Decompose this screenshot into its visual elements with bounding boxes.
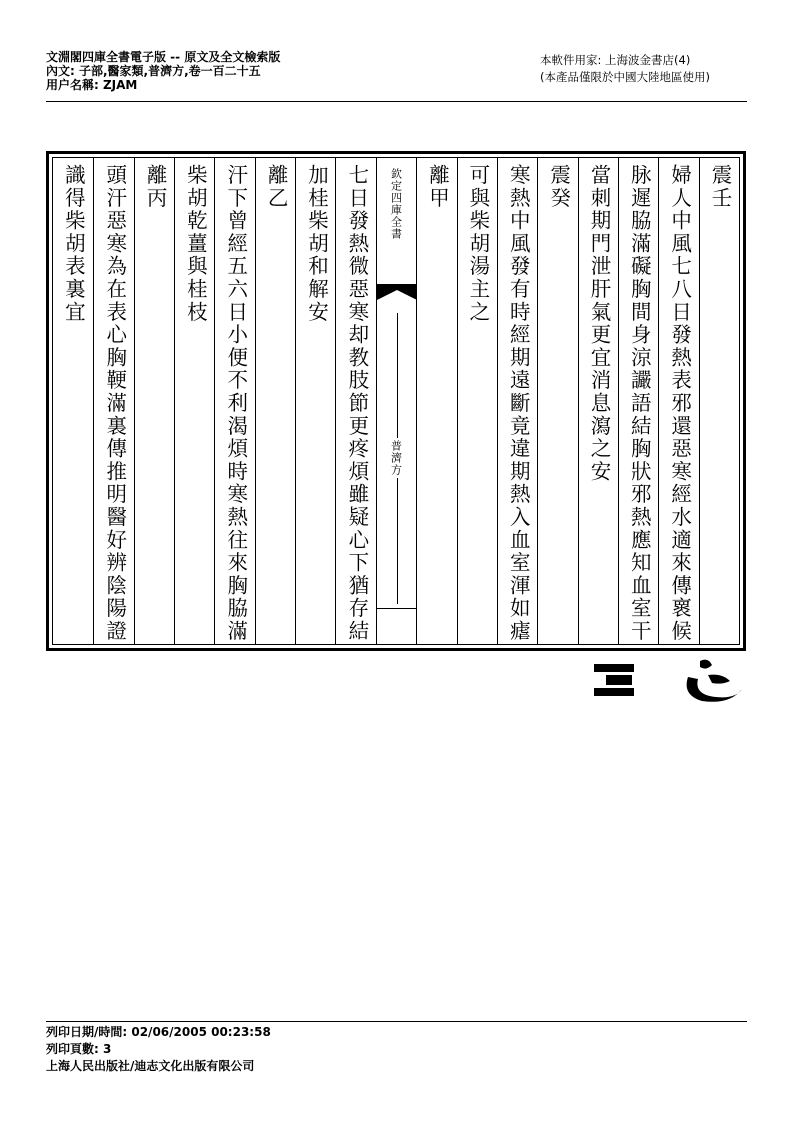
column-text: 婦人中風七八日發熱表邪還惡寒經水適來傳褱候 (667, 164, 692, 643)
book-title-label: 欽定四庫全書 (389, 168, 403, 240)
header-licensee: 本軟件用家: 上海波金書店(4) (540, 53, 691, 67)
header-title: 文淵閣四庫全書電子版 -- 原文及全文檢索版 (46, 50, 281, 64)
header-user: 用户名稱: ZJAM (46, 78, 138, 92)
text-column (335, 158, 375, 644)
fish-tail-mark-icon (377, 284, 417, 300)
publisher-emblem-icon (590, 655, 750, 710)
print-page-count: 列印頁數: 3 (46, 1042, 112, 1056)
column-text: 頭汗惡寒為在表心胸鞕滿裏傳推明醫好辨陰陽證 (102, 164, 127, 643)
text-column (457, 158, 497, 644)
header-rule (46, 101, 747, 102)
column-text: 脉遲脇滿礙胸間身涼讝語結胸狀邪熱應知血室干 (627, 164, 652, 643)
column-text: 離乙 (264, 164, 289, 210)
page-columns (52, 157, 740, 645)
print-datetime: 列印日期/時間: 02/06/2005 00:23:58 (46, 1025, 271, 1039)
center-rule (377, 608, 416, 609)
publisher-line: 上海人民出版社/迪志文化出版有限公司 (46, 1059, 255, 1073)
column-text: 震壬 (708, 164, 732, 210)
column-text: 汗下曾經五六日小便不利渴煩時寒熱往來胸脇滿 (223, 164, 248, 643)
header-left (46, 50, 280, 92)
text-column (134, 158, 174, 644)
column-text: 離甲 (425, 164, 450, 210)
text-column (53, 158, 93, 644)
text-column (497, 158, 537, 644)
page-frame (46, 151, 746, 651)
column-text: 可與柴胡湯主之 (465, 164, 490, 324)
text-column (255, 158, 295, 644)
text-column (93, 158, 133, 644)
column-text: 加桂柴胡和解安 (304, 164, 329, 324)
book-name-label: 普濟方 (389, 440, 403, 476)
column-text: 當刺期門泄肝氣更宜消息瀉之安 (586, 164, 611, 484)
text-column (174, 158, 214, 644)
text-column (537, 158, 577, 644)
column-text: 七日發熱微惡寒却教肢節更疼煩雖疑心下猶存結 (344, 164, 369, 643)
footer-rule (46, 1021, 747, 1022)
footer (46, 1024, 271, 1075)
text-column (699, 158, 739, 644)
header-section: 內文: 子部,醫家類,普濟方,卷一百二十五 (46, 64, 261, 78)
column-text: 寒熱中風發有時經期遠斷竟違期熱入血室渾如瘧 (506, 164, 531, 643)
text-column (295, 158, 335, 644)
text-column (578, 158, 618, 644)
text-column (658, 158, 698, 644)
column-text: 離丙 (143, 164, 168, 210)
column-text: 柴胡乾薑與桂枝 (183, 164, 208, 324)
text-column (416, 158, 456, 644)
column-text: 識得柴胡表裏宜 (61, 164, 86, 324)
header-right (540, 52, 710, 86)
page-center-column (376, 158, 416, 644)
column-text: 震癸 (546, 164, 571, 210)
text-column (214, 158, 254, 644)
text-column (618, 158, 658, 644)
header-region-note: (本產品僅限於中國大陸地區使用) (540, 70, 710, 84)
